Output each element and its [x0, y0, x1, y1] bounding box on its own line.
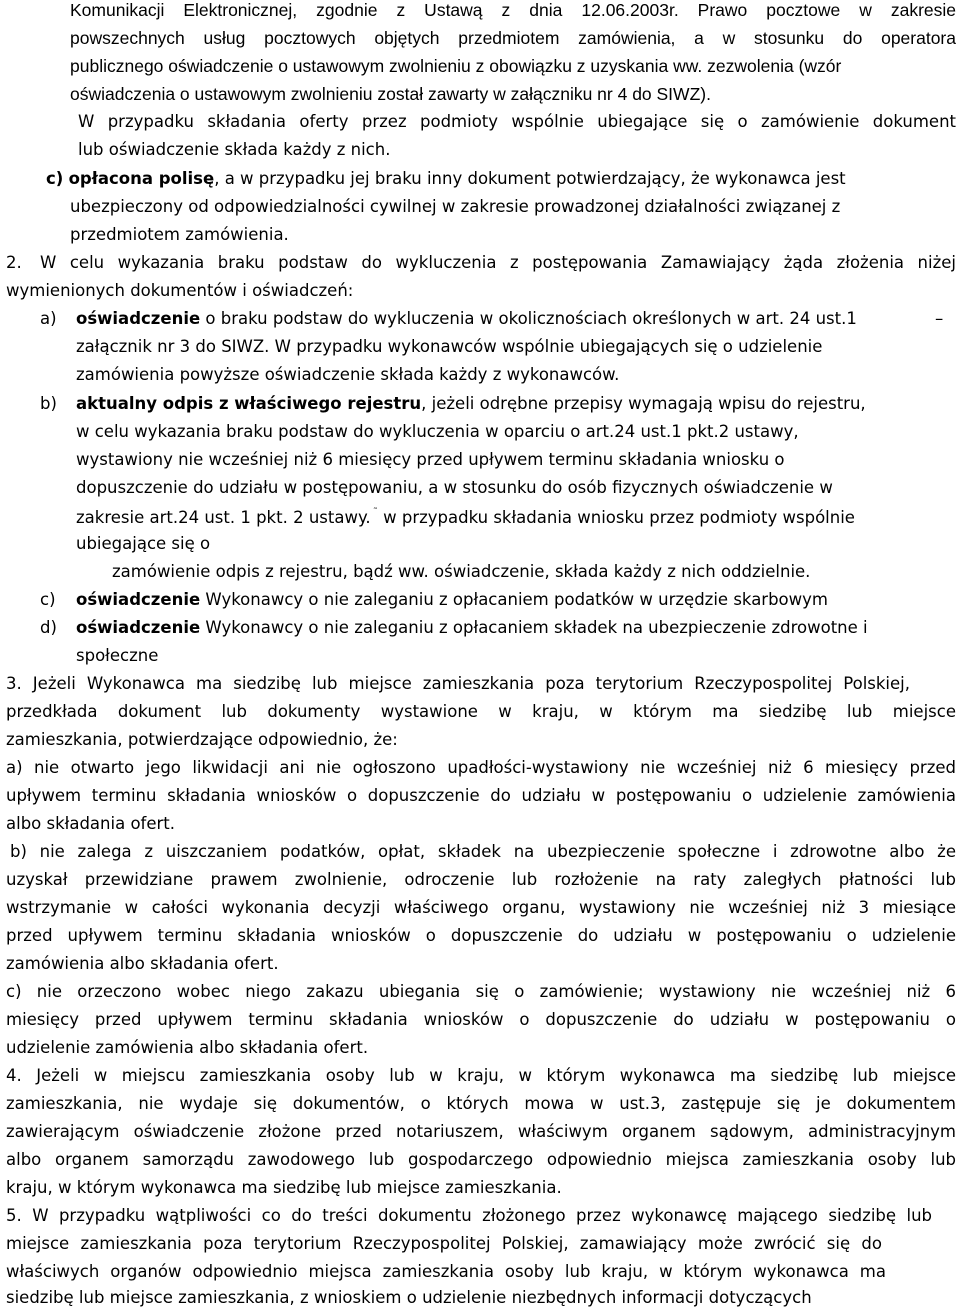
text-line: upływem terminu składania wniosków o dopuszczenie do udziału w postępowaniu o udzielenie zamówienia [6, 786, 956, 805]
text-line: 4. Jeżeli w miejscu zamieszkania osoby lub w kraju, w którym wykonawca ma siedzibę lub miejsce [6, 1066, 956, 1085]
footnote-mark: ˜ [372, 507, 378, 518]
text-span: , a w przypadku jej braku inny dokument potwierdzający, że wykonawca jest [214, 169, 846, 188]
list-item-b [76, 396, 866, 413]
text-line: lub oświadczenie składa każdy z nich. [78, 140, 391, 159]
text-line: 5. W przypadku wątpliwości co do treści dokumentu złożonego przez wykonawcę mającego siedzibę lub [6, 1206, 932, 1225]
text-line: społeczne [76, 646, 159, 665]
text-span: , jeżeli odrębne przepisy wymagają wpisu do rejestru, [421, 394, 866, 413]
bold-term: aktualny odpis z właściwego rejestru [76, 394, 422, 413]
text-line: a) nie otwarto jego likwidacji ani nie ogłoszono upadłości-wystawiony nie wcześniej niż 6 miesięcy przed [6, 758, 956, 777]
text-line: Komunikacji Elektronicznej, zgodnie z Ustawą z dnia 12.06.2003r. Prawo pocztowe w zakresie [70, 0, 956, 20]
text-line: wstrzymanie w całości wykonania decyzji właściwego organu, wystawiony nie wcześniej niż 3 miesiące [6, 898, 956, 917]
bold-term: oświadczenie [76, 590, 201, 609]
text-line: miejsce zamieszkania poza terytorium Rzeczypospolitej Polskiej, zamawiający może zwrócić się do [6, 1234, 882, 1253]
list-item-a [76, 311, 857, 328]
text-line: załącznik nr 3 do SIWZ. W przypadku wykonawców wspólnie ubiegających się o udzielenie [76, 337, 823, 356]
text-line: zawierającym oświadczenie złożone przed notariuszem, właściwym organem sądowym, administracyjnym [6, 1122, 956, 1141]
list-item-c [46, 171, 846, 188]
text-line: miesięcy przed upływem terminu składania wniosków o dopuszczenie do udziału w postępowaniu o [6, 1010, 956, 1029]
text-line: b) nie zalega z uiszczaniem podatków, opłat, składek na ubezpieczenie społeczne i zdrowotne albo że [10, 842, 956, 861]
item-marker: c) [46, 169, 64, 188]
text-line: zamówienie odpis z rejestru, bądź ww. oświadczenie, składa każdy z nich oddzielnie. [112, 562, 811, 581]
section-number: 2. [6, 253, 22, 272]
text-span: zakresie art.24 ust. 1 pkt. 2 ustawy. [76, 508, 371, 527]
text-line: powszechnych usług pocztowych objętych przedmiotem zamówienia, a w stosunku do operatora [70, 28, 956, 48]
text-line: dopuszczenie do udziału w postępowaniu, a w stosunku do osób fizycznych oświadczenie w [76, 478, 833, 497]
text-line: 3. Jeżeli Wykonawca ma siedzibę lub miejsce zamieszkania poza terytorium Rzeczypospolitej Polskiej, [6, 674, 910, 693]
text-line: albo organem samorządu zawodowego lub gospodarczego odpowiednio miejsca zamieszkania osoby lub [6, 1150, 956, 1169]
text-line: ubiegające się o [76, 534, 211, 553]
bold-term: oświadczenie [76, 618, 201, 637]
text-line: oświadczenia o ustawowym zwolnieniu został zawarty w załączniku nr 4 do SIWZ). [70, 84, 711, 104]
text-line: uzyskał przewidziane prawem zwolnienie, odroczenie lub rozłożenie na raty zaległych płatności lub [6, 870, 956, 889]
text-line: wystawiony nie wcześniej niż 6 miesięcy przed upływem terminu składania wniosku o [76, 450, 785, 469]
bold-term: opłacona polisę [68, 169, 215, 188]
text-line: przed upływem terminu składania wniosków o dopuszczenie do udziału w postępowaniu o udzielenie [6, 926, 956, 945]
text-line: zamówienia albo składania ofert. [6, 954, 279, 973]
text-line: zamieszkania, nie wydaje się dokumentów, o których mowa w ust.3, zastępuje się je dokumentem [6, 1094, 956, 1113]
text-span: Wykonawcy o nie zaleganiu z opłacaniem podatków w urzędzie skarbowym [200, 590, 828, 609]
text-line: wymienionych dokumentów i oświadczeń: [6, 281, 354, 300]
item-marker: a) [40, 309, 57, 328]
text-line: przedkłada dokument lub dokumenty wystawione w kraju, w którym ma siedzibę lub miejsce [6, 702, 956, 721]
text-line: ubezpieczony od odpowiedzialności cywilnej w zakresie prowadzonej działalności związanej z [70, 197, 841, 216]
text-line: zamieszkania, potwierdzające odpowiednio, że: [6, 730, 398, 749]
text-line: w celu wykazania braku podstaw do wykluczenia w oparciu o art.24 ust.1 pkt.2 ustawy, [76, 422, 799, 441]
text-line: zamówienia powyższe oświadczenie składa każdy z wykonawców. [76, 365, 620, 384]
text-line [76, 508, 855, 527]
text-line: siedzibę lub miejsce zamieszkania, z wnioskiem o udzielenie niezbędnych informacji dotyczących [6, 1288, 812, 1307]
text-line: przedmiotem zamówienia. [70, 225, 289, 244]
text-span: w przypadku składania wniosku przez podmioty wspólnie [383, 508, 855, 527]
text-span: o braku podstaw do wykluczenia w okolicznościach określonych w art. 24 ust.1 [200, 309, 857, 328]
text-line: właściwych organów odpowiednio miejsca zamieszkania osoby lub kraju, w którym wykonawca ma [6, 1262, 886, 1281]
item-marker: b) [40, 394, 57, 413]
text-line: W celu wykazania braku podstaw do wykluczenia z postępowania Zamawiający żąda złożenia niżej [40, 253, 956, 272]
text-line: publicznego oświadczenie o ustawowym zwolnieniu z obowiązku z uzyskania ww. zezwolenia (wzór [70, 56, 842, 76]
text-line: kraju, w którym wykonawca ma siedzibę lub miejsce zamieszkania. [6, 1178, 562, 1197]
text-line: udzielenie zamówienia albo składania ofert. [6, 1038, 369, 1057]
item-marker: d) [40, 618, 57, 637]
item-marker: c) [40, 590, 56, 609]
text-line: W przypadku składania oferty przez podmioty wspólnie ubiegające się o zamówienie dokument [78, 112, 956, 131]
list-item-d [76, 620, 868, 637]
text-line: albo składania ofert. [6, 814, 175, 833]
list-item-c2 [76, 592, 828, 609]
text-span: Wykonawcy o nie zaleganiu z opłacaniem składek na ubezpieczenie zdrowotne i [200, 618, 868, 637]
dash: – [935, 309, 944, 328]
text-line: c) nie orzeczono wobec niego zakazu ubiegania się o zamówienie; wystawiony nie wcześniej niż 6 [6, 982, 956, 1001]
bold-term: oświadczenie [76, 309, 201, 328]
